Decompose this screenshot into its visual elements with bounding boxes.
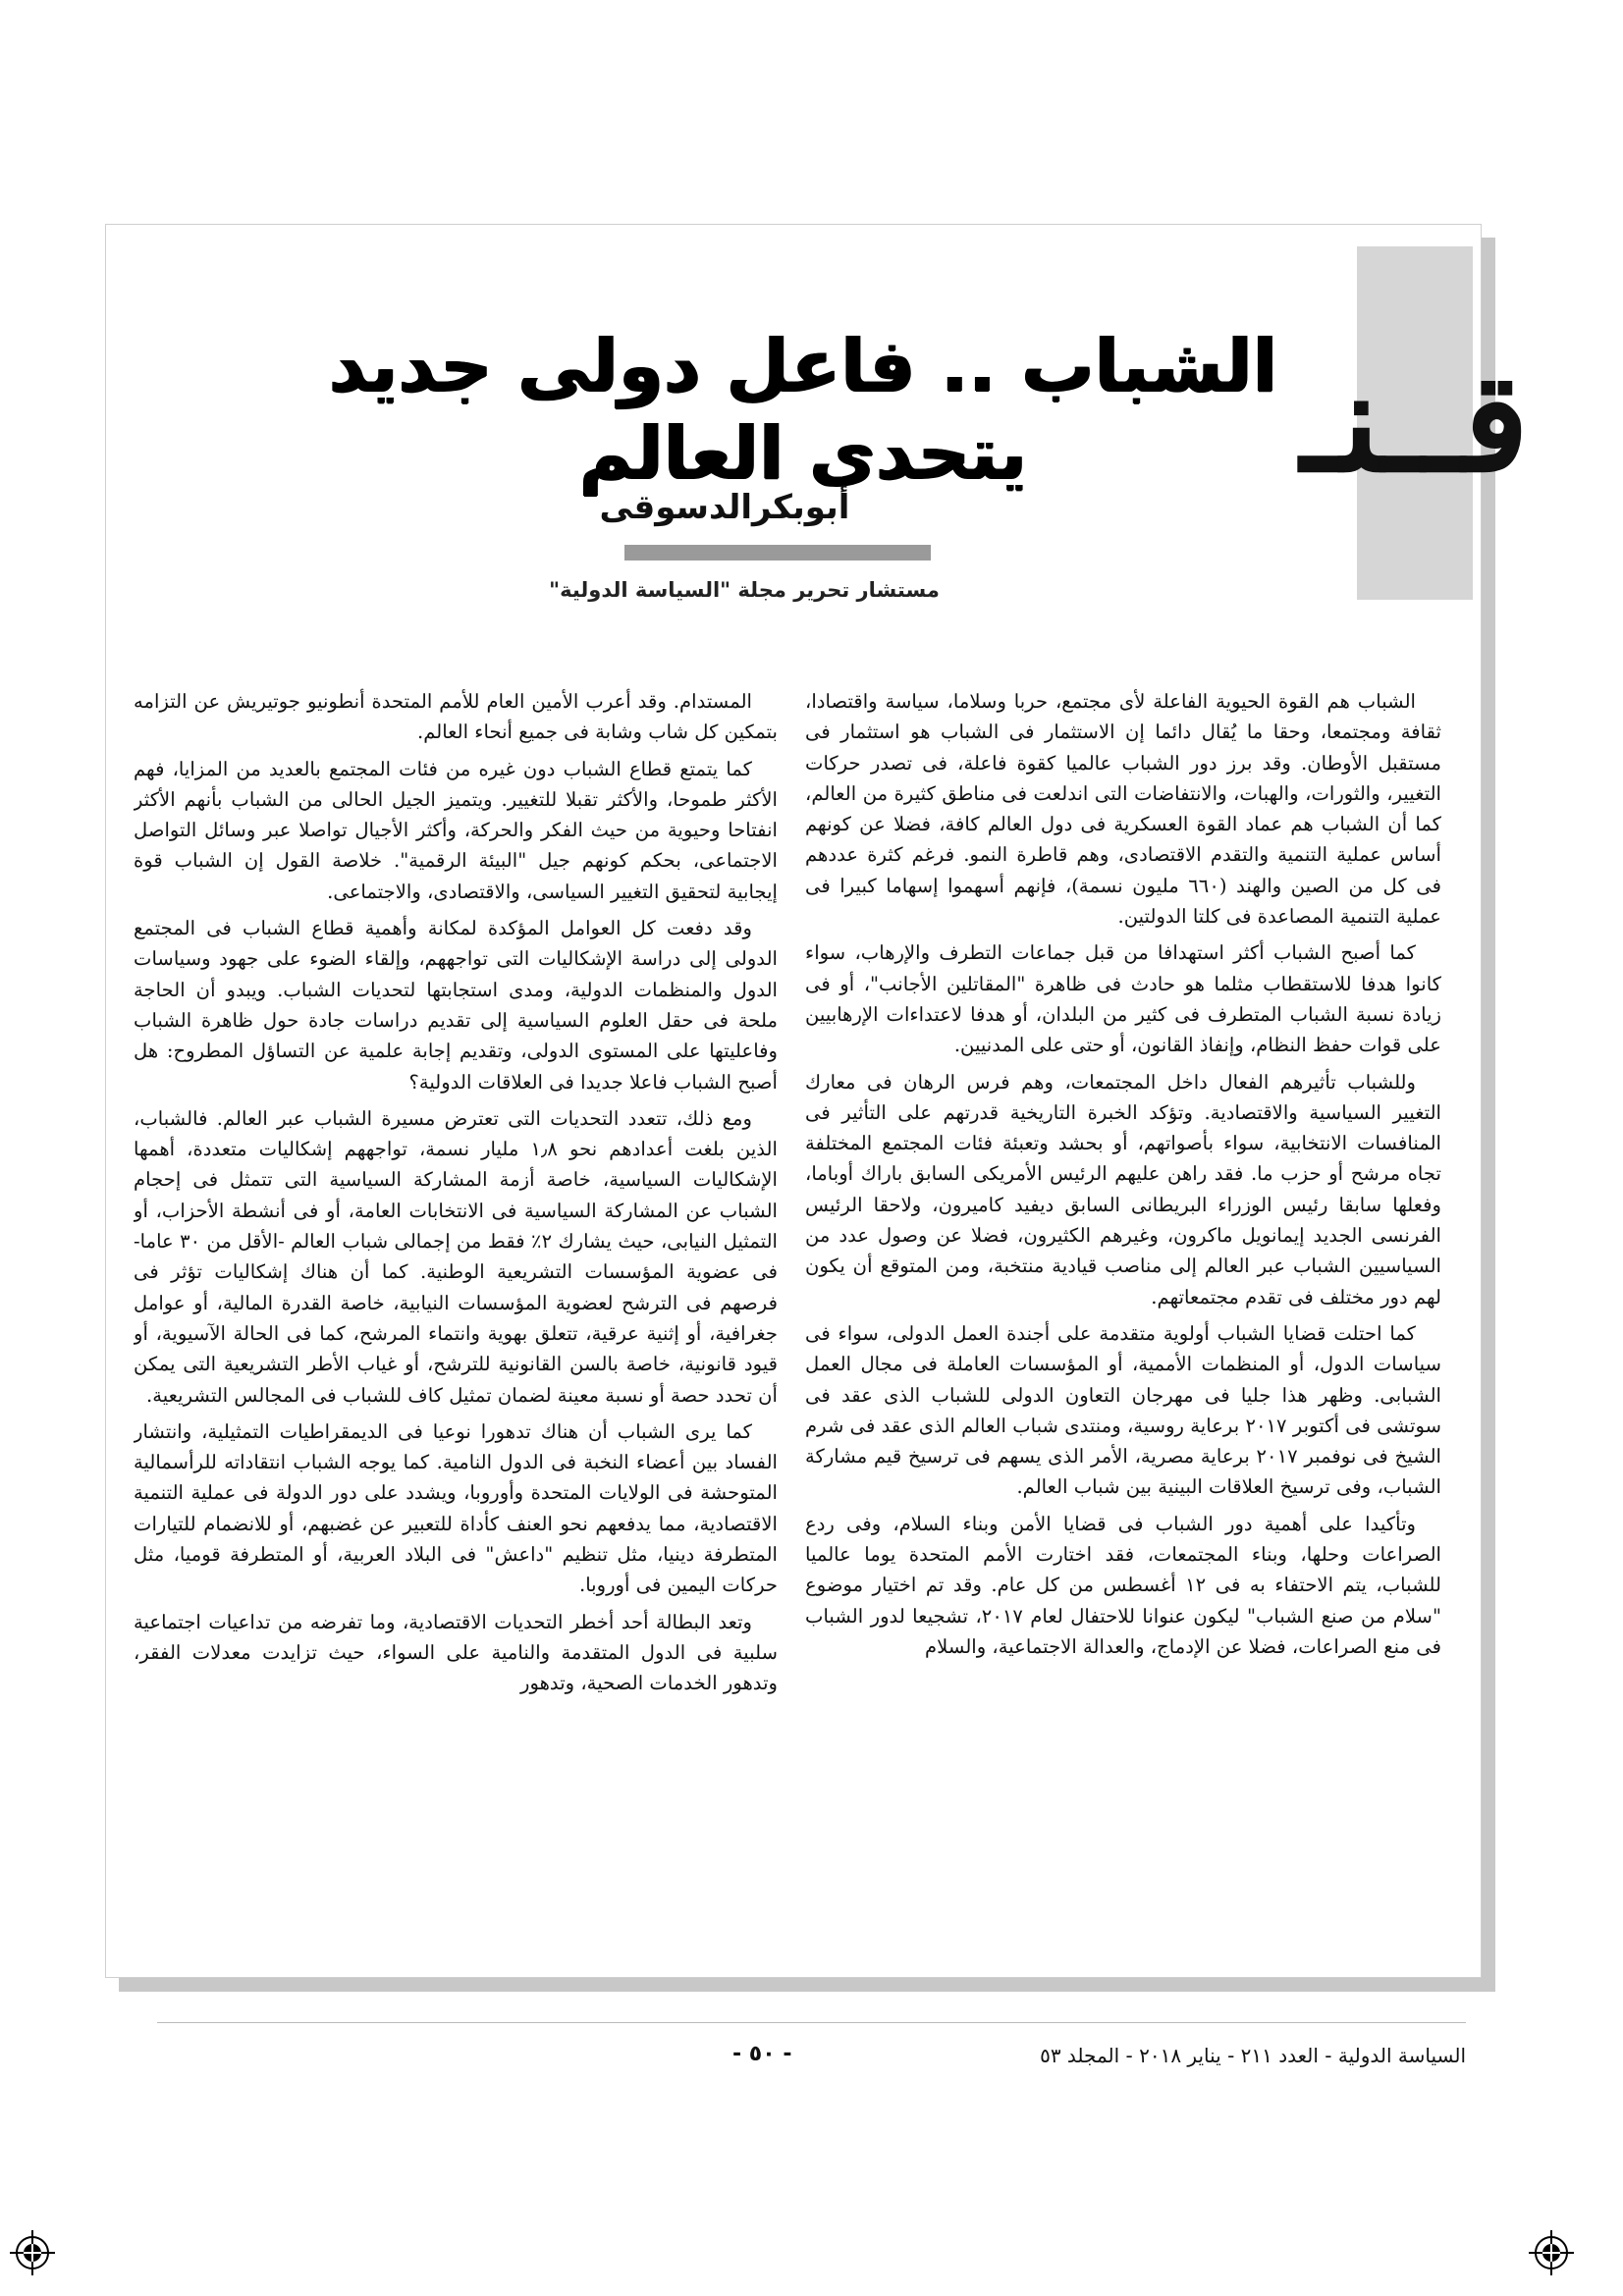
paragraph: كما احتلت قضايا الشباب أولوية متقدمة على أجندة العمل الدولى، سواء فى سياسات الدول، أو المنظمات الأممية، أو المؤسسات العاملة فى مجال العمل الشبابى. وظهر هذا جليا فى مهرجان التعاون الدولى للشباب الذى عقد فى سوتشى فى أكتوبر ٢٠١٧ برعاية روسية، ومنتدى شباب العالم الذى عقد فى شرم الشيخ فى نوفمبر ٢٠١٧ برعاية مصرية، الأمر الذى يسهم فى ترسيخ قيم مشاركة الشباب، وفى ترسيخ العلاقات البينية بين شباب العالم. [805,1321,1441,1499]
paragraph: وتعد البطالة أحد أخطر التحديات الاقتصادية، وما تفرضه من تداعيات اجتماعية سلبية فى الدول المتقدمة والنامية على السواء، حيث تزايدت معدلات الفقر، وتدهور الخدمات الصحية، وتدهور [134,1610,778,1695]
paragraph: كما يتمتع قطاع الشباب دون غيره من فئات المجتمع بالعديد من المزايا، فهم الأكثر طموحا، والأكثر تقبلا للتغيير. ويتميز الجيل الحالى من الشباب بأنهم الأكثر انفتاحا وحيوية من حيث الفكر والحركة، وأكثر الأجيال تواصلا عبر وسائل التواصل الاجتماعى، بحكم كونهم جيل "البيئة الرقمية". خلاصة القول إن الشباب قوة إيجابية لتحقيق التغيير السياسى، والاقتصادى، والاجتماعى. [134,757,778,903]
footer-journal-info: السياسة الدولية - العدد ٢١١ - يناير ٢٠١٨ - المجلد ٥٣ [1040,2044,1466,2067]
decorative-ornament [1300,246,1530,600]
author-name: أبوبكرالدسوقى [599,488,850,527]
paragraph: وتأكيدا على أهمية دور الشباب فى قضايا الأمن وبناء السلام، وفى ردع الصراعات وحلها، وبناء المجتمعات، فقد اختارت الأمم المتحدة يوما عالميا للشباب، يتم الاحتفاء به فى ١٢ أغسطس من كل عام. وقد تم اختيار موضوع "سلام من صنع الشباب" ليكون عنوانا للاحتفال لعام ٢٠١٧، تشجيعا لدور الشباب فى منع الصراعات، فضلا عن الإدماج، والعدالة الاجتماعية، والسلام [805,1512,1441,1658]
paragraph: وقد دفعت كل العوامل المؤكدة لمكانة وأهمية قطاع الشباب فى المجتمع الدولى إلى دراسة الإشكاليات التى تواجههم، وإلقاء الضوء على جهود وسياسات الدول والمنظمات الدولية، ومدى استجابتها لتحديات الشباب. ويبدو أن الحاجة ملحة فى حقل العلوم السياسية إلى تقديم دراسات جادة حول ظاهرة الشباب وفاعليتها على المستوى الدولى، وتقديم إجابة علمية عن التساؤل المطروح: هل أصبح الشباب فاعلا جديدا فى العلاقات الدولية؟ [134,917,778,1094]
registration-mark-icon [1529,2230,1574,2275]
paragraph: الشباب هم القوة الحيوية الفاعلة لأى مجتمع، حربا وسلاما، سياسة واقتصادا، ثقافة ومجتمعا، وحقا ما يُقال دائما إن الاستثمار فى الشباب هو استثمار فى مستقبل الأوطان. وقد برز دور الشباب عالميا كقوة فاعلة، فى تصدر حركات التغيير، والثورات، والهبات، والانتفاضات التى اندلعت فى مناطق كثيرة من العالم، كما أن الشباب هم عماد القوة العسكرية فى دول العالم كافة، فضلا عن كونهم أساس عملية التنمية والتقدم الاقتصادى، وهم قاطرة النمو. فرغم كثرة عددهم فى كل من الصين والهند (٦٦٠ مليون نسمة)، فإنهم أسهموا إسهاما كبيرا فى عملية التنمية المصاعدة فى كلتا الدولتين. [805,690,1441,929]
article-frame [105,224,1530,1978]
text-column-right [805,686,1441,1913]
page-number: - ٥٠ - [732,2042,792,2066]
paragraph: وللشباب تأثيرهم الفعال داخل المجتمعات، وهم فرس الرهان فى معارك التغيير السياسية والاقتصادية. وتؤكد الخبرة التاريخية قدرتهم على التأثير فى المنافسات الانتخابية، سواء بأصواتهم، أو بحشد وتعبئة فئات المجتمع المختلفة تجاه مرشح أو حزب ما. فقد راهن عليهم الرئيس الأمريكى السابق باراك أوباما، وفعلها سابقا رئيس الوزراء البريطانى السابق ديفيد كاميرون، ولاحقا الرئيس الفرنسى الجديد إيمانويل ماكرون، وغيرهم الكثيرون، فضلا عن وصول عدد من السياسيين الشباب عبر العالم إلى مناصب قيادية منتخبة، ومن المتوقع أن يكون لهم دور مختلف فى تقدم مجتمعاتهم. [805,1070,1441,1308]
paragraph: ومع ذلك، تتعدد التحديات التى تعترض مسيرة الشباب عبر العالم. فالشباب، الذين بلغت أعدادهم نحو ١٫٨ مليار نسمة، تواجههم إشكاليات متعددة، أهمها الإشكاليات السياسية، خاصة أزمة المشاركة السياسية التى تتمثل فى إحجام الشباب عن المشاركة السياسية فى الانتخابات العامة، أو فى أنشطة الأحزاب، أو التمثيل النيابى، حيث يشارك ٢٪ فقط من إجمالى شباب العالم -الأقل من ٣٠ عاما- فى عضوية المؤسسات التشريعية الوطنية. كما أن هناك إشكاليات تؤثر فى فرصهم فى الترشح لعضوية المؤسسات النيابية، خاصة القدرة المالية، أو عوامل جغرافية، أو إثنية عرقية، تتعلق بهوية وانتماء المرشح، كما فى الحالة الآسيوية، أو قيود قانونية، خاصة بالسن القانونية للترشح، أو غياب الأطر التشريعية التى يمكن أن تحدد حصة أو نسبة معينة لضمان تمثيل كاف للشباب فى المجالس التشريعية. [134,1106,778,1407]
ornament-glyph: قــنـ [1300,343,1530,504]
paragraph: المستدام. وقد أعرب الأمين العام للأمم المتحدة أنطونيو جوتيريش عن التزامه بتمكين كل شاب وشابة فى جميع أنحاء العالم. [134,690,778,744]
paragraph: كما يرى الشباب أن هناك تدهورا نوعيا فى الديمقراطيات التمثيلية، وانتشار الفساد بين أعضاء النخبة فى الدول النامية. كما يوجه الشباب انتقاداته للرأسمالية المتوحشة فى الولايات المتحدة وأوروبا، ويشدد على دور الدولة فى عملية التنمية الاقتصادية، مما يدفعهم نحو العنف كأداة للتعبير عن غضبهم، أو للانضمام للتيارات المتطرفة دينيا، مثل تنظيم "داعش" فى البلاد العربية، أو المتطرفة قوميا، مثل حركات اليمين فى أوروبا. [134,1419,778,1597]
text-column-left [134,686,778,1913]
article-title: الشباب .. فاعل دولى جديد يتحدى العالم [328,324,1278,496]
paragraph: كما أصبح الشباب أكثر استهدافا من قبل جماعات التطرف والإرهاب، سواء كانوا هدفا للاستقطاب مثلما هو حادث فى ظاهرة "المقاتلين الأجانب"، أو فى زيادة نسبة الشباب المتطرف فى كثير من البلدان، أو هدفا لاعتداءات الإرهابيين على قوات حفظ النظام، وإنفاذ القانون، أو حتى على المدنيين. [805,941,1441,1057]
footer-divider [157,2022,1466,2023]
author-underline-bar [624,545,931,561]
registration-mark-icon [10,2230,55,2275]
author-role: مستشار تحرير مجلة "السياسة الدولية" [549,578,940,602]
